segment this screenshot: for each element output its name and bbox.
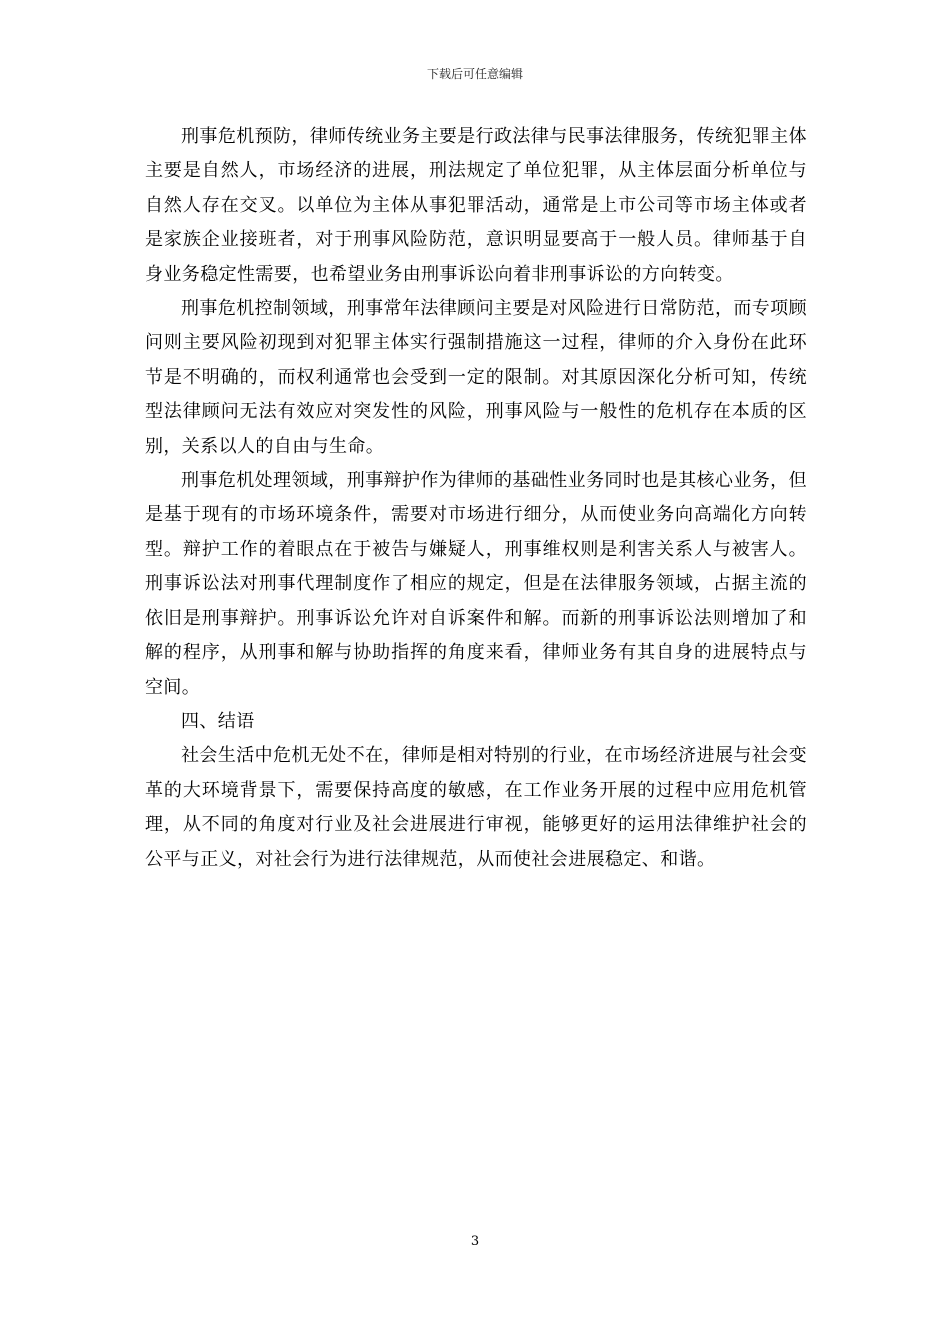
paragraph-crisis-control: 刑事危机控制领域，刑事常年法律顾问主要是对风险进行日常防范，而专项顾问则主要风险初现到对犯罪主体实行强制措施这一过程，律师的介入身份在此环节是不明确的，而权利通常也会受到一定的限制。对其原因深化分析可知，传统型法律顾问无法有效应对突发性的风险，刑事风险与一般性的危机存在本质的区别，关系以人的自由与生命。 [145, 298, 807, 457]
page-number: 3 [470, 1234, 480, 1249]
paragraph-conclusion: 社会生活中危机无处不在，律师是相对特别的行业，在市场经济进展与社会变革的大环境背景下，需要保持高度的敏感，在工作业务开展的过程中应用危机管理，从不同的角度对行业及社会进展进行审视，能够更好的运用法律维护社会的公平与正义，对社会行为进行法律规范，从而使社会进展稳定、和谐。 [145, 745, 807, 870]
paragraph-crisis-handling: 刑事危机处理领域，刑事辩护作为律师的基础性业务同时也是其核心业务，但是基于现有的市场环境条件，需要对市场进行细分，从而使业务向高端化方向转型。辩护工作的着眼点在于被告与嫌疑人，刑事维权则是利害关系人与被害人。刑事诉讼法对刑事代理制度作了相应的规定，但是在法律服务领域，占据主流的依旧是刑事辩护。刑事诉讼允许对自诉案件和解。而新的刑事诉讼法则增加了和解的程序，从刑事和解与协助指挥的角度来看，律师业务有其自身的进展特点与空间。 [145, 470, 807, 698]
page-header: 下载后可任意编辑 [426, 67, 523, 81]
document-body [145, 120, 807, 877]
section-heading-conclusion: 四、结语 [181, 710, 255, 732]
paragraph-crisis-prevention: 刑事危机预防，律师传统业务主要是行政法律与民事法律服务，传统犯罪主体主要是自然人，市场经济的进展，刑法规定了单位犯罪，从主体层面分析单位与自然人存在交叉。以单位为主体从事犯罪活动，通常是上市公司等市场主体或者是家族企业接班者，对于刑事风险防范，意识明显要高于一般人员。律师基于自身业务稳定性需要，也希望业务由刑事诉讼向着非刑事诉讼的方向转变。 [145, 126, 807, 285]
